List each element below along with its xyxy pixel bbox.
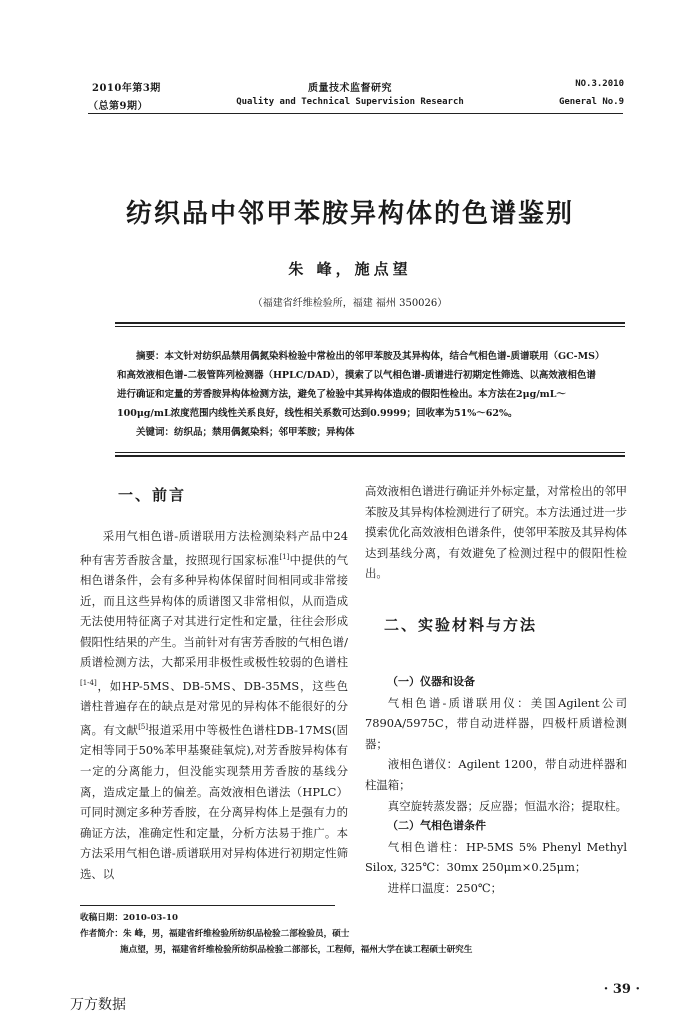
intro-paragraph-right: 高效液相色谱进行确证并外标定量，对常检出的邻甲苯胺及其异构体检测进行了研究。本方法通过进一步摸索优化高效液相色谱条件，使邻甲苯胺及其异构体达到基线分离，有效避免了检测过程中的假阳性检出。: [365, 484, 627, 581]
methods-column: [365, 672, 627, 899]
received-date: 收稿日期：2010-03-10: [80, 913, 178, 923]
author-bio-2: 施点望，男，福建省纤维检验所纺织品检验二部部长，工程师，福州大学在读工程硕士研究生: [120, 945, 473, 955]
header-rule: [88, 113, 623, 114]
section-heading-materials: 二、实验材料与方法: [384, 616, 538, 634]
authors: 朱 峰，施点望: [288, 260, 412, 278]
page-title: 纺织品中邻甲苯胺异构体的色谱鉴别: [125, 199, 574, 229]
watermark: 万方数据: [70, 997, 126, 1013]
ref-5[interactable]: [5]: [138, 722, 149, 731]
abstract: [117, 347, 601, 442]
ref-1-4[interactable]: [1-4]: [80, 678, 97, 687]
issue-number: NO.3.2010: [575, 79, 624, 89]
abstract-bottom-rule: [115, 455, 625, 457]
journal-title-en: Quality and Technical Supervision Research: [236, 97, 464, 107]
intro-text-c: ，如HP-5MS、DB-5MS、DB-35MS，这些色谱柱普遍存在的缺点是对常见的异构体不能很好的分离。有文献: [80, 678, 348, 737]
affiliation: （福建省纤维检验所，福建 福州 350026）: [252, 298, 448, 309]
misc-equipment: 真空旋转蒸发器；反应器；恒温水浴；提取柱。: [387, 798, 628, 813]
abstract-top-rule-thin: [115, 326, 625, 327]
gcms-instrument: 气相色谱-质谱联用仪：美国Agilent公司7890A/5975C，带自动进样器，四极杆质谱检测器；: [365, 695, 627, 751]
issue-label: 2010年第3期: [92, 83, 161, 94]
journal-title-cn: 质量技术监督研究: [308, 83, 392, 94]
footnote-rule: [80, 905, 335, 906]
keywords-label: 关键词：: [136, 427, 175, 438]
section-heading-introduction: 一、前言: [118, 486, 187, 504]
intro-text-d: 报道采用中等极性色谱柱DB-17MS(固定相等同于50%苯甲基聚硅氧烷),对芳香胺异构体有一定的分离能力，但没能实现禁用芳香胺的基线分离，造成定量上的偏差。高效液相色谱法（HPLC）可同时测定多种芳香胺，在分离异构体上是强有力的确证方法，准确定性和定量，分析方法易于推广。本方法采用气相色谱-质谱联用对异构体进行初期定性筛选、以: [80, 722, 348, 881]
abstract-top-rule: [115, 322, 625, 324]
page-number: · 39 ·: [603, 982, 640, 997]
lc-instrument: 液相色谱仪：Agilent 1200，带自动进样器和柱温箱；: [365, 757, 627, 792]
subheading-instruments: （一）仪器和设备: [387, 675, 475, 688]
intro-paragraph-left: [80, 526, 348, 884]
keywords-text: 纺织品；禁用偶氮染料；邻甲苯胺；异构体: [174, 427, 355, 438]
ref-1[interactable]: [1]: [279, 552, 290, 561]
inlet-temperature: 进样口温度：250℃；: [387, 880, 503, 895]
author-bio-1: 作者简介：朱 峰，男，福建省纤维检验所纺织品检验二部检验员，硕士: [80, 929, 350, 939]
intro-text-b: 中提供的气相色谱条件，会有多种异构体保留时间相同或非常接近，而且这些异构体的质谱图又非常相似，从而造成无法使用特征离子对其进行定性和定量，往往会形成假阳性结果的产生。当前针对有害芳香胺的气相色谱/质谱检测方法，大都采用非极性或极性较弱的色谱柱: [80, 552, 348, 670]
gc-column: 气相色谱柱：HP-5MS 5% Phenyl Methyl Silox, 325℃：30mx 250μm×0.25μm；: [365, 839, 627, 875]
abstract-bottom-rule-thin: [115, 452, 625, 453]
intro-text-a: 采用气相色谱-质谱联用方法检测染料产品中24种有害芳香胺含量，按照现行国家标准: [80, 529, 348, 567]
abstract-label: 摘要：: [136, 351, 165, 362]
abstract-text: 本文针对纺织品禁用偶氮染料检验中常检出的邻甲苯胺及其异构体，结合气相色谱-质谱联用（GC-MS）和高效液相色谱-二极管阵列检测器（HPLC/DAD），摸索了以气相色谱-质谱进行初期定性筛选、以高效液相色谱进行确证和定量的芳香胺异构体检测方法，避免了检验中其异构体造成的假阳性检出。本方法在2μg/mL～100μg/mL浓度范围内线性关系良好，线性相关系数可达到0.9999；回收率为51%～62%。: [117, 351, 600, 419]
total-issue-label: （总第9期）: [88, 101, 148, 112]
general-number: General No.9: [558, 97, 624, 107]
footnote: [80, 910, 625, 958]
subheading-gc-conditions: （二）气相色谱条件: [387, 819, 486, 833]
